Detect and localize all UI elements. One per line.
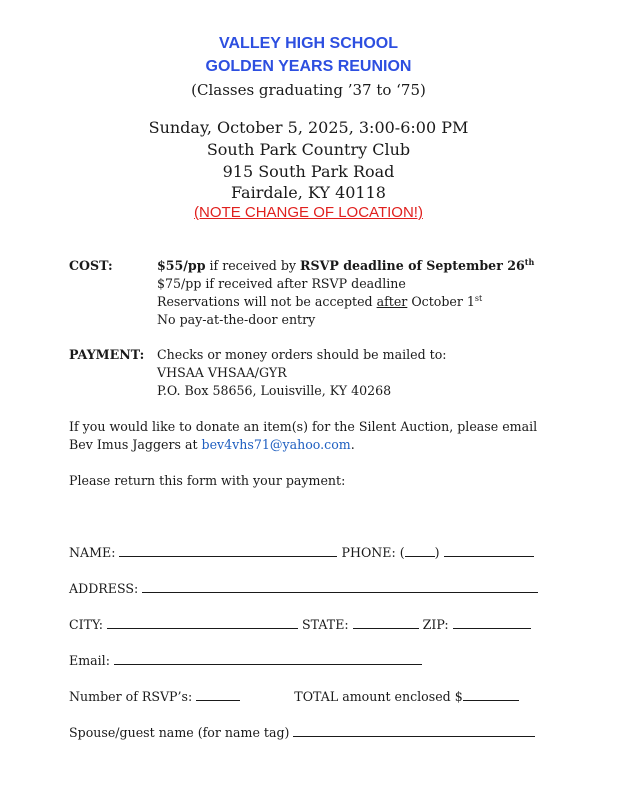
reservation-after: after — [376, 294, 408, 309]
subtitle-classes: (Classes graduating ’37 to ‘75) — [191, 81, 426, 99]
cost-line-3 — [157, 294, 482, 309]
rsvp-deadline: RSVP deadline of September 26 — [300, 258, 525, 273]
donate-line-2: Bev Imus Jaggers at bev4vhs71@yahoo.com. — [69, 437, 355, 452]
address-field[interactable] — [142, 580, 538, 593]
payment-address: P.O. Box 58656, Louisville, KY 40268 — [157, 383, 392, 398]
cost-label: COST: — [69, 258, 113, 273]
early-price: $55/pp — [157, 258, 206, 273]
total-label: TOTAL amount enclosed $ — [294, 689, 463, 704]
location-change-note: (NOTE CHANGE OF LOCATION!) — [194, 204, 423, 221]
rsvp-count-field[interactable] — [196, 688, 240, 701]
event-venue: South Park Country Club — [206, 140, 411, 159]
reservation-date: October 1 — [407, 294, 475, 309]
address-label: ADDRESS: — [69, 581, 139, 596]
event-city: Fairdale, KY 40118 — [231, 183, 386, 202]
phone-area-code-field[interactable] — [405, 544, 435, 557]
zip-label: ZIP: — [422, 617, 449, 632]
state-field[interactable] — [353, 616, 419, 629]
phone-number-field[interactable] — [444, 544, 534, 557]
spouse-name-field[interactable] — [293, 724, 535, 737]
state-label: STATE: — [302, 617, 349, 632]
donate-email-link[interactable]: bev4vhs71@yahoo.com — [201, 437, 351, 452]
spouse-row — [69, 724, 535, 740]
payment-line-1: Checks or money orders should be mailed to: — [157, 347, 447, 362]
phone-label: PHONE: ( — [341, 545, 405, 560]
zip-field[interactable] — [453, 616, 531, 629]
email-label: Email: — [69, 653, 110, 668]
address-row — [69, 580, 538, 596]
city-row — [69, 616, 531, 632]
city-label: CITY: — [69, 617, 104, 632]
donate-contact: Bev Imus Jaggers at — [69, 437, 202, 452]
rsvp-count-label: Number of RSVP’s: — [69, 689, 193, 704]
reservation-text: Reservations will not be accepted — [157, 294, 377, 309]
name-label: NAME: — [69, 545, 116, 560]
city-field[interactable] — [107, 616, 298, 629]
event-street: 915 South Park Road — [222, 162, 395, 181]
email-field[interactable] — [114, 652, 422, 665]
payment-payee: VHSAA VHSAA/GYR — [157, 365, 287, 380]
deadline-suffix: th — [524, 256, 535, 267]
cost-line-4: No pay-at-the-door entry — [157, 312, 316, 327]
rsvp-row — [69, 688, 519, 704]
reservation-date-suffix: st — [474, 293, 483, 303]
name-field[interactable] — [119, 544, 337, 557]
early-price-text: if received by — [205, 258, 301, 273]
cost-line-2: $75/pp if received after RSVP deadline — [157, 276, 406, 291]
payment-label: PAYMENT: — [69, 347, 145, 362]
spouse-label: Spouse/guest name (for name tag) — [69, 725, 290, 740]
cost-line-1 — [157, 258, 534, 273]
event-date-time: Sunday, October 5, 2025, 3:00-6:00 PM — [148, 118, 469, 137]
title-reunion: GOLDEN YEARS REUNION — [205, 58, 412, 75]
total-amount-field[interactable] — [463, 688, 519, 701]
donate-line-1: If you would like to donate an item(s) for the Silent Auction, please email — [69, 419, 538, 434]
return-instruction: Please return this form with your payment: — [69, 473, 346, 488]
name-row: NAME: PHONE: ( ) — [69, 544, 534, 560]
email-row — [69, 652, 422, 668]
title-school: VALLEY HIGH SCHOOL — [219, 35, 398, 52]
